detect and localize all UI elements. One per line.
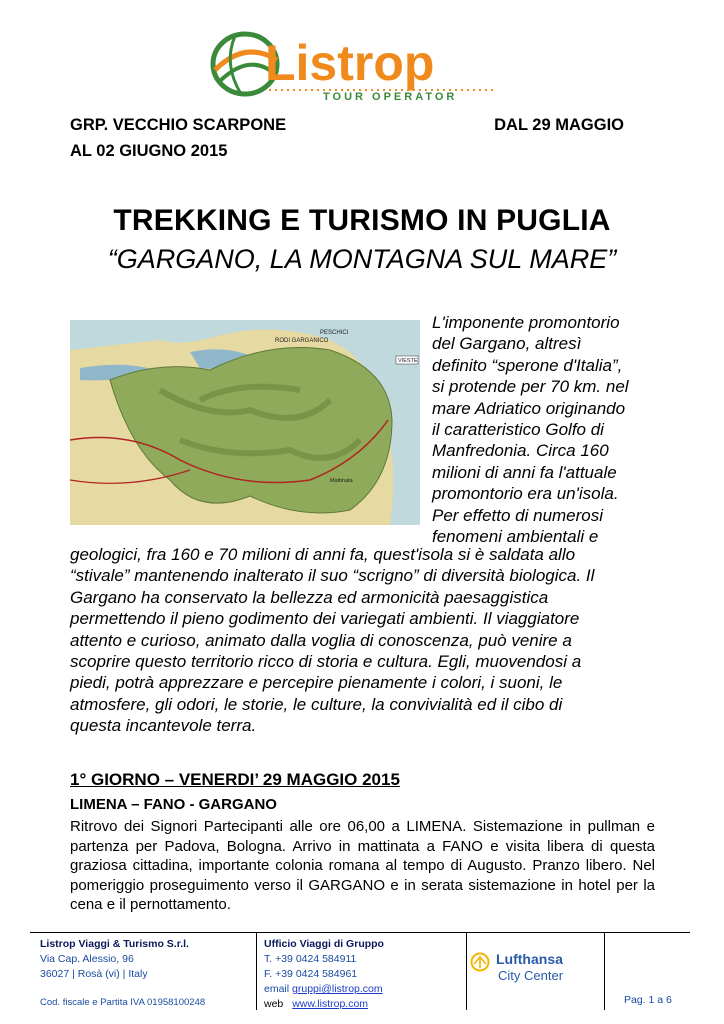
footer-company: Listrop Viaggi & Turismo S.r.l. [40, 938, 189, 950]
listrop-logo [205, 30, 505, 102]
partner-sub: City Center [498, 968, 564, 983]
intro-line: piedi, potrà apprezzare e percepire pienamente i colori, i suoni, le [70, 673, 563, 693]
gargano-map [70, 320, 420, 525]
footer-divider [30, 932, 690, 933]
day1-heading: 1° GIORNO – VENERDI’ 29 MAGGIO 2015 [70, 770, 400, 789]
footer-separator [466, 932, 467, 1010]
page-number: Pag. 1 a 6 [624, 994, 672, 1006]
footer-office: Ufficio Viaggi di Gruppo [264, 938, 384, 950]
day1-route: LIMENA – FANO - GARGANO [70, 796, 277, 813]
day1-description: Ritrovo dei Signori Partecipanti alle ore 06,00 a LIMENA. Sistemazione in pullman e partenza per Padova, Bologna. Arrivo in mattinata a FANO e visita libera di questa graziosa cittadina, importante colonia romana al tempo di Augusto. Pranzo libero. Nel pomeriggio proseguimento verso il GARGANO e in serata sistemazione in hotel per la cena e il pernottamento. [70, 818, 655, 913]
intro-line: il caratteristico Golfo di [432, 420, 604, 440]
intro-line: scoprire questo territorio ricco di storia e cultura. Egli, muovendosi a [70, 652, 582, 672]
logo-tagline: TOUR OPERATOR [323, 91, 458, 102]
intro-line: milioni di anni fa l'attuale [432, 462, 617, 482]
intro-line: questa incantevole terra. [70, 716, 257, 736]
intro-line: Per effetto di numerosi [432, 505, 604, 525]
footer-separator [256, 932, 257, 1010]
footer-tel: T. +39 0424 584911 [264, 953, 357, 965]
map-label-peschici: PESCHICI [320, 330, 349, 336]
footer-address-2: 36027 | Rosà (vi) | Italy [40, 968, 148, 980]
partner-name: Lufthansa [496, 951, 563, 967]
logo-brand: Listrop [265, 35, 435, 91]
footer-address-1: Via Cap. Alessio, 96 [40, 953, 134, 965]
footer-company-block [40, 937, 205, 1010]
group-name: GRP. VECCHIO SCARPONE [70, 116, 287, 134]
footer-fax: F. +39 0424 584961 [264, 968, 358, 980]
footer-office-block [264, 937, 384, 1012]
intro-line: permettendo il pieno godimento dei variegati ambienti. Il viaggiatore [70, 609, 580, 629]
intro-line: promontorio era un'isola. [432, 484, 619, 504]
intro-line: fenomeni ambientali e [432, 527, 599, 547]
page-subtitle: “GARGANO, LA MONTAGNA SUL MARE” [107, 244, 617, 274]
intro-text-full [70, 544, 660, 737]
footer-vat: Cod. fiscale e Partita IVA 01958100248 [40, 997, 206, 1008]
intro-line: Gargano ha conservato la bellezza ed armonicità paesaggistica [70, 587, 549, 607]
date-to: AL 02 GIUGNO 2015 [70, 142, 228, 160]
page-title: TREKKING E TURISMO IN PUGLIA [113, 204, 611, 237]
map-label-mattinata: Mattinata [330, 478, 353, 484]
intro-line: geologici, fra 160 e 70 milioni di anni fa, quest'isola si è saldata allo [70, 545, 576, 564]
footer-separator [604, 932, 605, 1010]
map-label-vieste: VIESTE [398, 358, 418, 364]
footer-web-link[interactable]: www.listrop.com [292, 998, 369, 1010]
intro-line: atmosfere, gli odori, le storie, le culture, la convivialità ed il cibo di [70, 694, 563, 714]
lufthansa-city-center-logo [470, 948, 580, 988]
intro-line: Manfredonia. Circa 160 [432, 441, 609, 461]
intro-line: definito “sperone d'Italia”, [432, 355, 623, 375]
date-from: DAL 29 MAGGIO [494, 116, 624, 134]
map-label-rodi: RODI GARGANICO [275, 338, 329, 344]
intro-text-right [432, 312, 662, 547]
intro-line: L'imponente promontorio [432, 313, 620, 332]
intro-line: attento e curioso, animato dalla voglia di conoscenza, può venire a [70, 630, 572, 650]
intro-line: “stivale” mantenendo inalterato il suo “scrigno” di diversità biologica. Il [70, 566, 595, 586]
intro-line: si protende per 70 km. nel [432, 377, 629, 397]
intro-line: mare Adriatico originando [432, 398, 626, 418]
footer-email-link[interactable]: gruppi@listrop.com [292, 983, 383, 995]
intro-line: del Gargano, altresì [432, 334, 582, 354]
footer-web-label: web [264, 998, 284, 1010]
footer-email-label: email [264, 983, 290, 995]
crane-icon [472, 954, 489, 971]
group-header [70, 112, 630, 164]
